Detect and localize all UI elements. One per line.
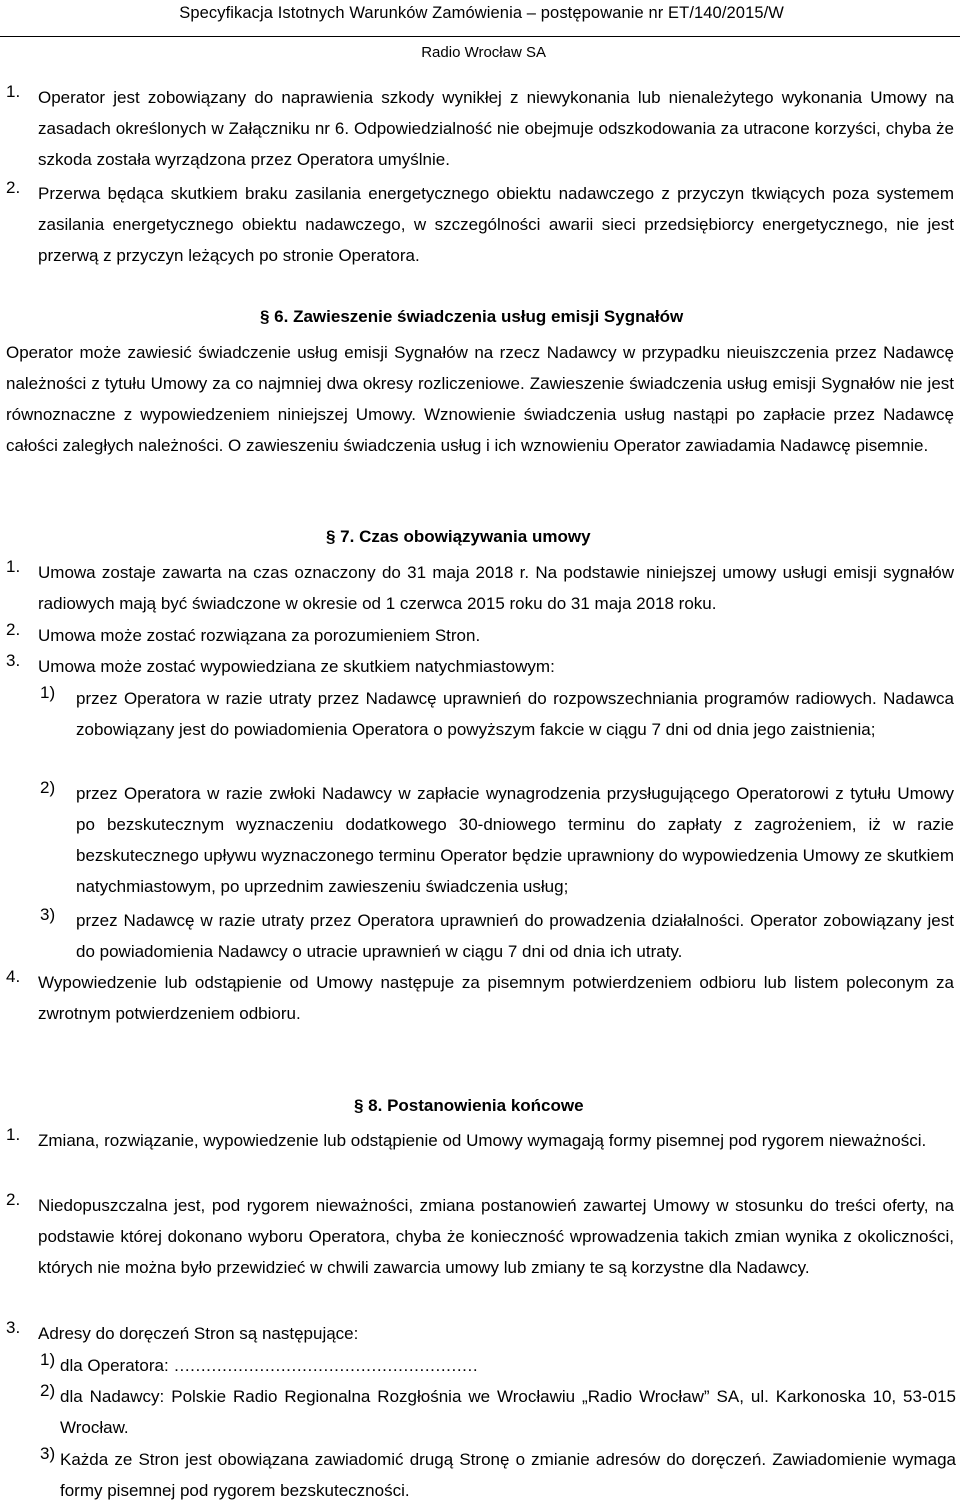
address-nadawca (60, 1381, 956, 1443)
paragraph: Przerwa będąca skutkiem braku zasilania energetycznego obiektu nadawczego z przyczyn tkwiących poza systemem zasilania energetycznego obiektu nadawczego, w szczególności awarii sieci przedsiębiorcy energetycznego, nie jest przerwą z przyczyn leżących po stronie Operatora. (38, 184, 954, 265)
address-label: dla Operatora: (60, 1356, 169, 1375)
address-value: ………………………………………………… (173, 1356, 478, 1375)
item-number: 4. (6, 967, 21, 986)
item-number: 2. (6, 620, 21, 639)
item-number: 2. (6, 1190, 21, 1209)
section-heading: § 6. Zawieszenie świadczenia usług emisji Sygnałów (260, 307, 684, 326)
paragraph: Operator jest zobowiązany do naprawienia szkody wynikłej z niewykonania lub nienależytego wykonania Umowy na zasadach określonych w Załączniku nr 6. Odpowiedzialność nie obejmuje odszkodowania za utracone korzyści, chyba że szkoda została wyrządzona przez Operatora umyślnie. (38, 88, 954, 169)
subitem-number: 1) (40, 683, 56, 702)
subitem-number: 2) (40, 778, 56, 797)
header-org: Radio Wrocław SA (421, 44, 546, 61)
item-number: 2. (6, 178, 21, 197)
list-item: Adresy do doręczeń Stron są następujące: (38, 1324, 359, 1343)
item-number: 1. (6, 557, 21, 576)
section-heading: § 8. Postanowienia końcowe (354, 1096, 584, 1115)
section-body: Operator może zawiesić świadczenie usług emisji Sygnałów na rzecz Nadawcy w przypadku nieuiszczenia przez Nadawcę należności z tytułu Umowy za co najmniej dwa okresy rozliczeniowe. Zawieszenie świadczenia usług emisji Sygnałów nie jest równoznaczne z wypowiedzeniem niniejszej Umowy. Wznowienie świadczenia usług nastąpi po zapłacie przez Nadawcę całości zaległych należności. O zawieszeniu świadczenia usług i ich wznowieniu Operator zawiadamia Nadawcę pisemnie. (6, 343, 954, 455)
item-number: 1. (6, 82, 21, 101)
subitem-number: 3) (40, 905, 56, 924)
list-item: Umowa może zostać wypowiedziana ze skutkiem natychmiastowym: (38, 657, 555, 676)
item-number: 3. (6, 651, 21, 670)
sub-list-item: przez Nadawcę w razie utraty przez Operatora uprawnień do prowadzenia działalności. Operator zobowiązany jest do powiadomienia Nadawcy o utracie uprawnień w ciągu 7 dni od dnia ich utraty. (76, 911, 954, 961)
header-title: Specyfikacja Istotnych Warunków Zamówienia – postępowanie nr ET/140/2015/W (179, 4, 784, 22)
list-item: Zmiana, rozwiązanie, wypowiedzenie lub odstąpienie od Umowy wymagają formy pisemnej pod rygorem nieważności. (38, 1131, 927, 1150)
subitem-number: 1) (40, 1350, 56, 1369)
item-number: 1. (6, 1125, 21, 1144)
address-value: Polskie Radio Regionalna Rozgłośnia we Wrocławiu „Radio Wrocław” SA, ul. Karkonoska 10, 53-015 Wrocław. (60, 1387, 956, 1437)
item-number: 3. (6, 1318, 21, 1337)
subitem-number: 2) (40, 1381, 56, 1400)
list-item: Niedopuszczalna jest, pod rygorem nieważności, zmiana postanowień zawartej Umowy w stosunku do treści oferty, na podstawie której dokonano wyboru Operatora, chyba że konieczność wprowadzenia takich zmian wynika z okoliczności, których nie można było przewidzieć w chwili zawarcia umowy lub zmiany te są korzystne dla Nadawcy. (38, 1196, 954, 1277)
subitem-number: 3) (40, 1444, 56, 1463)
address-operator (60, 1350, 954, 1381)
sub-list-item: przez Operatora w razie zwłoki Nadawcy w zapłacie wynagrodzenia przysługującego Operatorowi z tytułu Umowy po bezskutecznym wyznaczeniu dodatkowego 30-dniowego terminu do zapłaty z zagrożeniem, iż w razie bezskutecznego upływu wyznaczonego terminu Operator będzie uprawniony do wypowiedzenia Umowy ze skutkiem natychmiastowym, po uprzednim zawieszeniu świadczenia usług; (76, 784, 954, 896)
list-item: Umowa zostaje zawarta na czas oznaczony do 31 maja 2018 r. Na podstawie niniejszej umowy usługi emisji sygnałów radiowych mają być świadczone w okresie od 1 czerwca 2015 roku do 31 maja 2018 roku. (38, 563, 954, 613)
address-notice: Każda ze Stron jest obowiązana zawiadomić drugą Stronę o zmianie adresów do doręczeń. Zawiadomienie wymaga formy pisemnej pod rygorem bezskuteczności. (60, 1450, 956, 1500)
list-item: Wypowiedzenie lub odstąpienie od Umowy następuje za pisemnym potwierdzeniem odbioru lub listem poleconym za zwrotnym potwierdzeniem odbioru. (38, 973, 954, 1023)
section-heading: § 7. Czas obowiązywania umowy (326, 527, 591, 546)
address-label: dla Nadawcy: (60, 1387, 165, 1406)
list-item: Umowa może zostać rozwiązana za porozumieniem Stron. (38, 626, 481, 645)
sub-list-item: przez Operatora w razie utraty przez Nadawcę uprawnień do rozpowszechniania programów radiowych. Nadawca zobowiązany jest do powiadomienia Operatora o powyższym fakcie w ciągu 7 dni od dnia jego zaistnienia; (76, 689, 954, 739)
header-divider (0, 36, 960, 37)
